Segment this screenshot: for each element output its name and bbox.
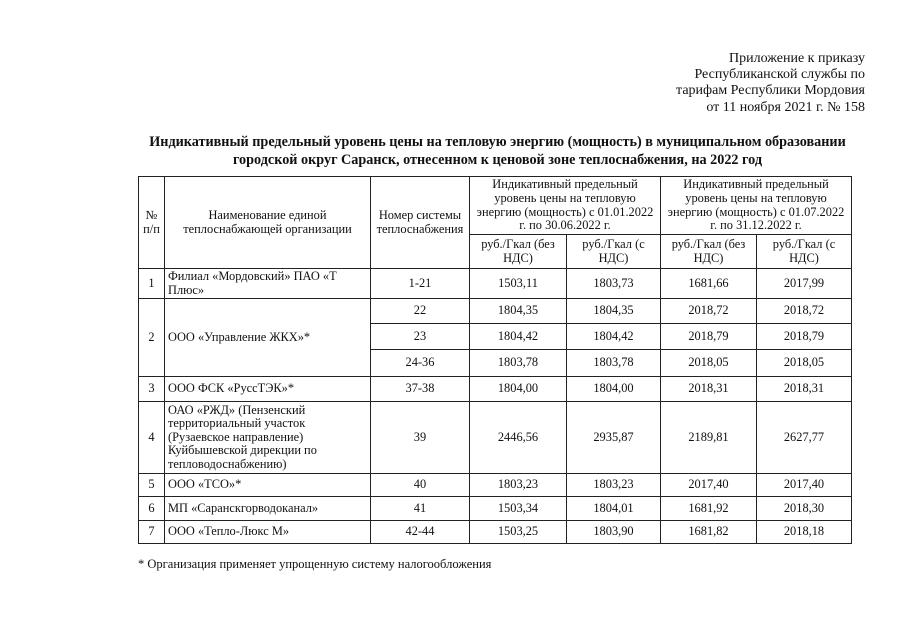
header-period-1: Индикативный предельный уровень цены на тепловую энергию (мощность) с 01.01.2022 г. по 30.06.2022 г. [470,177,661,235]
header-period-2: Индикативный предельный уровень цены на тепловую энергию (мощность) с 01.07.2022 г. по 31.12.2022 г. [661,177,852,235]
row-p1-no-vat: 1803,78 [470,350,567,377]
header-p2-with-vat: руб./Гкал (с НДС) [757,235,852,269]
title-line: Индикативный предельный уровень цены на тепловую энергию (мощность) в муниципальном образовании [149,134,846,150]
table-row [139,299,852,324]
row-p1-no-vat: 2446,56 [470,402,567,474]
row-org: МП «Саранскгорводоканал» [165,497,371,521]
header-p2-no-vat: руб./Гкал (без НДС) [661,235,757,269]
header-org: Наименование единой теплоснабжающей организации [165,177,371,269]
row-p2-no-vat: 1681,66 [661,269,757,299]
row-num: 6 [139,497,165,521]
row-num: 7 [139,521,165,544]
row-system: 39 [371,402,470,474]
row-p2-vat: 2017,40 [757,474,852,497]
row-p1-vat: 2935,87 [567,402,661,474]
table-row [139,377,852,402]
row-p1-vat: 1804,35 [567,299,661,324]
appendix-line: тарифам Республики Мордовия [676,83,865,99]
row-p2-no-vat: 2018,72 [661,299,757,324]
row-p2-no-vat: 2017,40 [661,474,757,497]
row-num: 3 [139,377,165,402]
appendix-line: Республиканской службы по [694,67,865,83]
row-p1-no-vat: 1804,35 [470,299,567,324]
row-num: 1 [139,269,165,299]
row-system: 24-36 [371,350,470,377]
row-num: 4 [139,402,165,474]
row-p1-vat: 1804,01 [567,497,661,521]
row-p2-no-vat: 2018,31 [661,377,757,402]
title-line: городской округ Саранск, отнесенном к ценовой зоне теплоснабжения, на 2022 год [232,151,763,168]
row-org: ОАО «РЖД» (Пензенский территориальный участок (Рузаевское направление) Куйбышевской дирекции по тепловодоснабжению) [165,402,371,474]
row-p2-no-vat: 2018,79 [661,324,757,350]
row-org: ООО «Управление ЖКХ»* [165,299,371,377]
row-p1-no-vat: 1804,00 [470,377,567,402]
row-p1-vat: 1804,42 [567,324,661,350]
row-p2-vat: 2627,77 [757,402,852,474]
row-p2-vat: 2018,30 [757,497,852,521]
row-p2-vat: 2018,18 [757,521,852,544]
row-p1-no-vat: 1803,23 [470,474,567,497]
row-p2-no-vat: 2189,81 [661,402,757,474]
row-system: 40 [371,474,470,497]
row-p1-no-vat: 1804,42 [470,324,567,350]
row-p1-no-vat: 1503,11 [470,269,567,299]
row-num: 5 [139,474,165,497]
row-p1-vat: 1803,73 [567,269,661,299]
row-p2-no-vat: 1681,82 [661,521,757,544]
header-num: № п/п [139,177,165,269]
row-system: 41 [371,497,470,521]
row-p1-vat: 1804,00 [567,377,661,402]
table-row [139,497,852,521]
table-row [139,269,852,299]
row-org: ООО «Тепло-Люкс М» [165,521,371,544]
table-row [139,474,852,497]
row-p2-vat: 2018,05 [757,350,852,377]
row-num: 2 [139,299,165,377]
header-p1-no-vat: руб./Гкал (без НДС) [470,235,567,269]
row-p1-no-vat: 1503,34 [470,497,567,521]
row-p2-vat: 2018,79 [757,324,852,350]
row-org: ООО «ТСО»* [165,474,371,497]
row-org: Филиал «Мордовский» ПАО «Т Плюс» [165,269,371,299]
header-p1-with-vat: руб./Гкал (с НДС) [567,235,661,269]
footnote: * Организация применяет упрощенную систему налогообложения [138,557,492,571]
row-p2-vat: 2017,99 [757,269,852,299]
tariff-table [138,176,852,544]
row-p1-vat: 1803,78 [567,350,661,377]
row-p1-vat: 1803,90 [567,521,661,544]
row-p2-no-vat: 2018,05 [661,350,757,377]
row-system: 22 [371,299,470,324]
row-org: ООО ФСК «РуссТЭК»* [165,377,371,402]
row-system: 23 [371,324,470,350]
row-p1-no-vat: 1503,25 [470,521,567,544]
row-system: 1-21 [371,269,470,299]
appendix-line: от 11 ноября 2021 г. № 158 [706,99,865,115]
row-system: 42-44 [371,521,470,544]
appendix-header [676,51,865,116]
table-row [139,521,852,544]
appendix-line: Приложение к приказу [729,51,865,66]
row-p1-vat: 1803,23 [567,474,661,497]
row-p2-vat: 2018,31 [757,377,852,402]
document-title [120,134,875,169]
table-row [139,402,852,474]
row-p2-vat: 2018,72 [757,299,852,324]
row-p2-no-vat: 1681,92 [661,497,757,521]
row-system: 37-38 [371,377,470,402]
header-system: Номер системы теплоснабжения [371,177,470,269]
